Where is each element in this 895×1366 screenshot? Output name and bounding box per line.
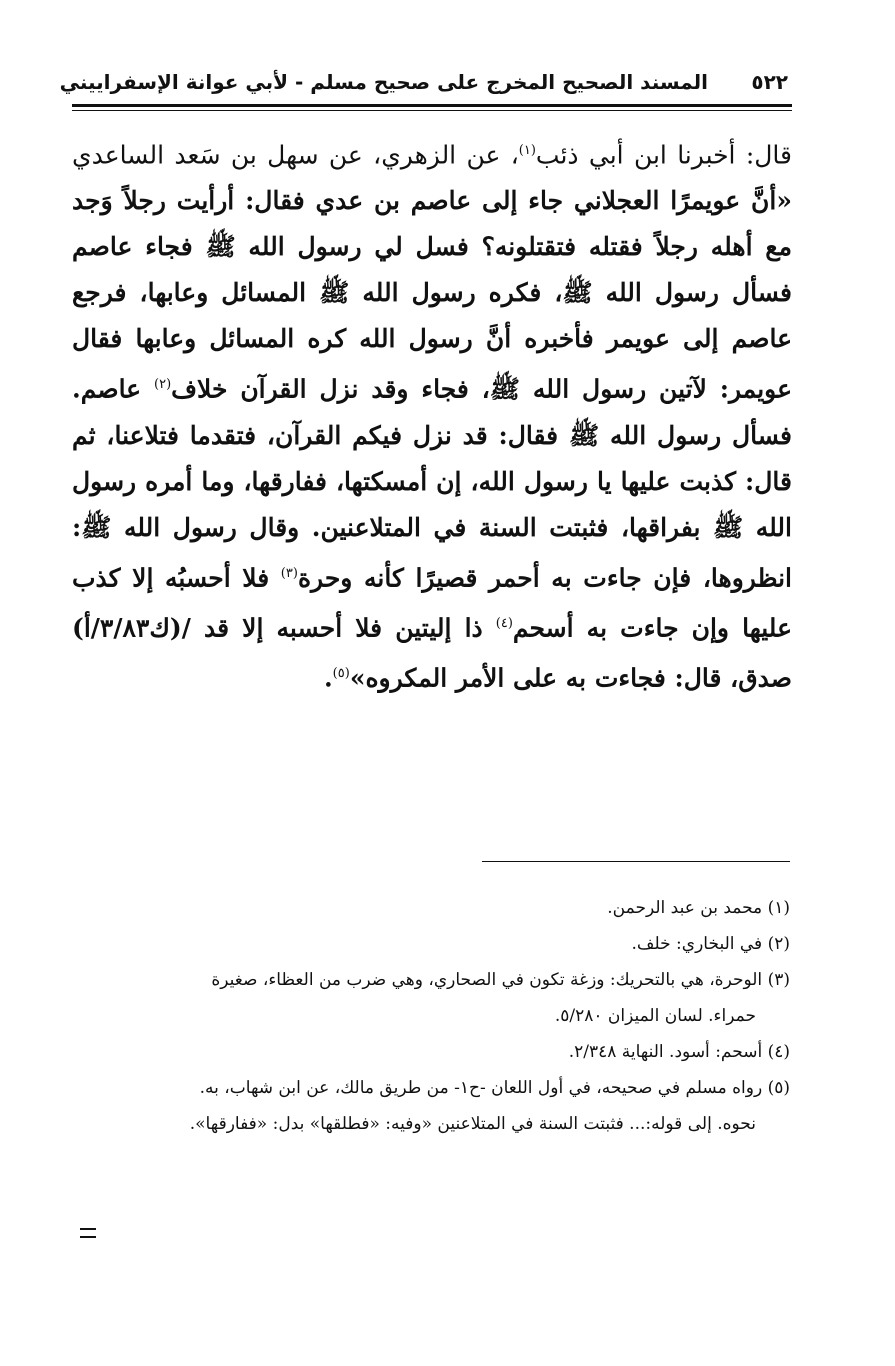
- matn-text-a: «أنَّ عويمرًا العجلاني جاء إلى عاصم بن عدي فقال: أرأيت رجلاً وَجد مع أهله رجلاً فقتله فتقتلونه؟ فسل لي رسول الله ﷺ فجاء عاصم فسأل رسول الله ﷺ، فكره رسول الله ﷺ المسائل وعابها، فرجع عاصم إلى عويمر فأخبره أنَّ رسول الله كره المسائل وعابها فقال عويمر: لآتين رسول الله ﷺ، فجاء وقد نزل القرآن خلاف: [72, 186, 792, 404]
- main-text: [72, 128, 792, 702]
- matn-text-d: ذا إليتين فلا أحسبه إلا قد /(ك٣/٨٣/أ) صدق، قال: فجاءت به على الأمر المكروه»: [72, 613, 792, 693]
- page-header: [59, 70, 792, 100]
- footnote-text: في البخاري: خلف.: [631, 934, 763, 954]
- running-title: المسند الصحيح المخرج على صحيح مسلم - لأبي عوانة الإسفراييني: [59, 70, 708, 94]
- footnote-text: الوحرة، هي بالتحريك: وزغة تكون في الصحاري، وهي ضرب من العظاء، صغيرة: [211, 970, 763, 990]
- footnote-ref-2[interactable]: (٢): [154, 377, 172, 393]
- matn-end: .: [323, 663, 333, 693]
- matn-text-c: فلا أحسبُه إلا كذب عليها وإن جاءت به أسحم: [72, 562, 792, 643]
- footnote-5-continued: نحوه. إلى قوله:... فثبتت السنة في المتلاعنين «وفيه: «فطلقها» بدل: «ففارقها».: [189, 1114, 756, 1134]
- footnotes: [72, 890, 790, 1142]
- footnote-text: محمد بن عبد الرحمن.: [607, 898, 763, 918]
- footnote-number: (٣): [767, 970, 790, 990]
- footnote-ref-5[interactable]: (٥): [332, 666, 350, 682]
- footnote-2: [72, 926, 790, 962]
- footnote-5: [72, 1070, 790, 1106]
- footnote-ref-3[interactable]: (٣): [280, 565, 298, 581]
- footnote-number: (١): [767, 898, 790, 918]
- footnote-text: رواه مسلم في صحيحه، في أول اللعان -ح١- من طريق مالك، عن ابن شهاب، به.: [199, 1078, 763, 1098]
- header-rule-thin: [72, 110, 792, 111]
- footnote-number: (٤): [767, 1042, 790, 1062]
- isnad-text-rest: ، عن الزهري، عن سهل بن سَعد الساعدي: [72, 140, 519, 170]
- footnote-ref-4[interactable]: (٤): [495, 615, 513, 631]
- header-rule: [72, 104, 792, 107]
- matn-text-b: عاصم. فسأل رسول الله ﷺ فقال: قد نزل فيكم القرآن، فتقدما فتلاعنا، ثم قال: كذبت عليها يا رسول الله، إن أمسكتها، ففارقها، وما أمره رسول الله ﷺ بفراقها، فثبتت السنة في المتلاعنين. وقال رسول الله ﷺ: انظروها، فإن جاءت به أحمر قصيرًا كأنه وحرة: [72, 374, 792, 592]
- footnote-number: (٥): [767, 1078, 790, 1098]
- footnote-4: [72, 1034, 790, 1070]
- footnote-text: أسحم: أسود. النهاية ٢/٣٤٨.: [568, 1042, 763, 1062]
- continuation-mark: [80, 1228, 96, 1238]
- footnote-3-continued: حمراء. لسان الميزان ٥/٢٨٠.: [554, 1006, 756, 1026]
- hadith-paragraph: [72, 128, 792, 702]
- footnote-ref-1[interactable]: (١): [518, 143, 536, 158]
- footnote-3: [72, 962, 790, 998]
- footnote-separator: [482, 861, 790, 862]
- page-number: ٥٢٢: [751, 70, 788, 94]
- isnad-text: قال: أخبرنا ابن أبي ذئب: [535, 140, 792, 170]
- footnote-1: [72, 890, 790, 926]
- footnote-number: (٢): [767, 934, 790, 954]
